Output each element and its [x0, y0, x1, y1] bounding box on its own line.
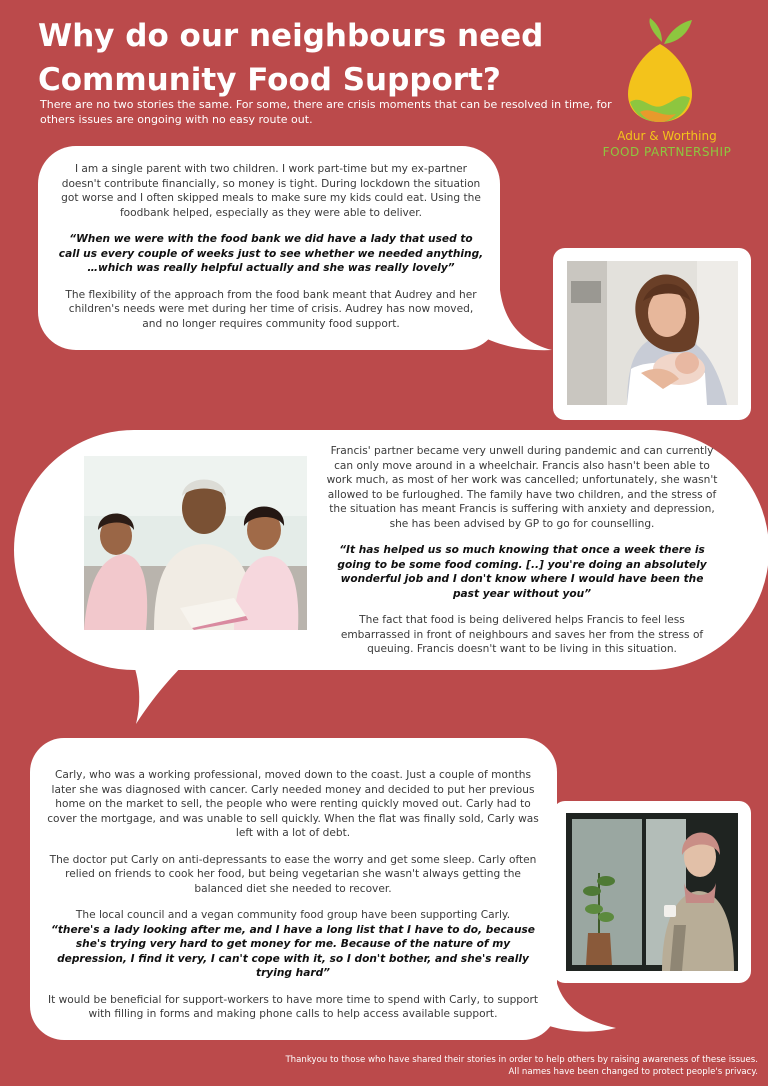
story-2-quote: “It has helped us so much knowing that once a week there is going to be some food coming. [..] you're doing an absolutely wonderful job and I don't know where I would have been the past year without you” — [337, 544, 707, 600]
photo-grandfather-reading — [84, 456, 307, 630]
story-3-paragraph-4: It would be beneficial for support-workers to have more time to spend with Carly, to support with filling in forms and making phone calls to help access available support. — [47, 993, 539, 1020]
footer-line-2: All names have been changed to protect people's privacy. — [508, 1067, 758, 1077]
footer-line-1: Thankyou to those who have shared their stories in order to help others by raising awareness of these issues. — [285, 1055, 758, 1065]
title-line-1: Why do our neighbours need — [38, 18, 544, 54]
intro-text: There are no two stories the same. For some, there are crisis moments that can be resolved in time, for others issues are ongoing with no easy route out. — [40, 98, 612, 126]
footer-note — [198, 1054, 758, 1078]
story-3-paragraph-3: The local council and a vegan community food group have been supporting Carly. — [75, 909, 511, 921]
story-1-paragraph-2: The flexibility of the approach from the food bank meant that Audrey and her children's needs were met during her time of crisis. Audrey has now moved, and no longer requires community food support. — [65, 288, 477, 330]
page-title — [38, 14, 598, 102]
story-3-text — [42, 768, 544, 1034]
story-1-paragraph-1: I am a single parent with two children. I work part-time but my ex-partner doesn't contribute financially, so money is tight. During lockdown the situation got worse and I often skipped meals to make sure my kids could eat. Using the foodbank helped, especially as they were able to deliver. — [61, 163, 481, 219]
photo-woman-at-window — [566, 813, 738, 971]
title-line-2: Community Food Support? — [38, 62, 501, 98]
story-2-text — [326, 444, 718, 669]
logo-line-2: FOOD PARTNERSHIP — [602, 145, 732, 159]
story-2-paragraph-1: Francis' partner became very unwell during pandemic and can currently can only move around in a wheelchair. Francis also hasn't been able to work much, as most of her work was cancelled; unfortunately, she wasn't allowed to be furloughed. The family have two children, and the stress of the situation has meant Francis is suffering with anxiety and depression, she has been advised by GP to go for counselling. — [326, 445, 718, 530]
story-3-paragraph-2: The doctor put Carly on anti-depressants to ease the worry and get some sleep. Carly often relied on friends to cook her food, but being vegetarian she wasn't always getting the balanced diet she needed to recover. — [49, 853, 537, 895]
photo-mother-with-baby — [567, 261, 738, 405]
story-1-quote: “When we were with the food bank we did have a lady that used to call us every couple of weeks just to see whether we needed anything, …which was really helpful actually and she was really lovely” — [58, 233, 484, 274]
story-3-paragraph-1: Carly, who was a working professional, moved down to the coast. Just a couple of months later she was diagnosed with cancer. Carly needed money and decided to put her previous home on the market to sell, the people who were renting quickly moved out. Carly had to cover the mortgage, and was unable to sell quickly. When the flat was finally sold, Carly was left with a lot of debt. — [47, 769, 539, 839]
story-2-paragraph-2: The fact that food is being delivered helps Francis to feel less embarrassed in front of neighbours and saves her from the stress of queuing. Francis doesn't want to be living in this situation. — [340, 614, 704, 655]
logo-wordmark — [572, 128, 762, 160]
logo-line-1: Adur & Worthing — [617, 129, 717, 143]
story-1-text — [58, 162, 484, 343]
story-3-quote: “there's a lady looking after me, and I have a long list that I have to do, because she's trying very hard to get money for me. Because of the nature of my depression, I find it very, I can't cope with it, so I don't bother, and she's really trying hard” — [51, 923, 535, 979]
